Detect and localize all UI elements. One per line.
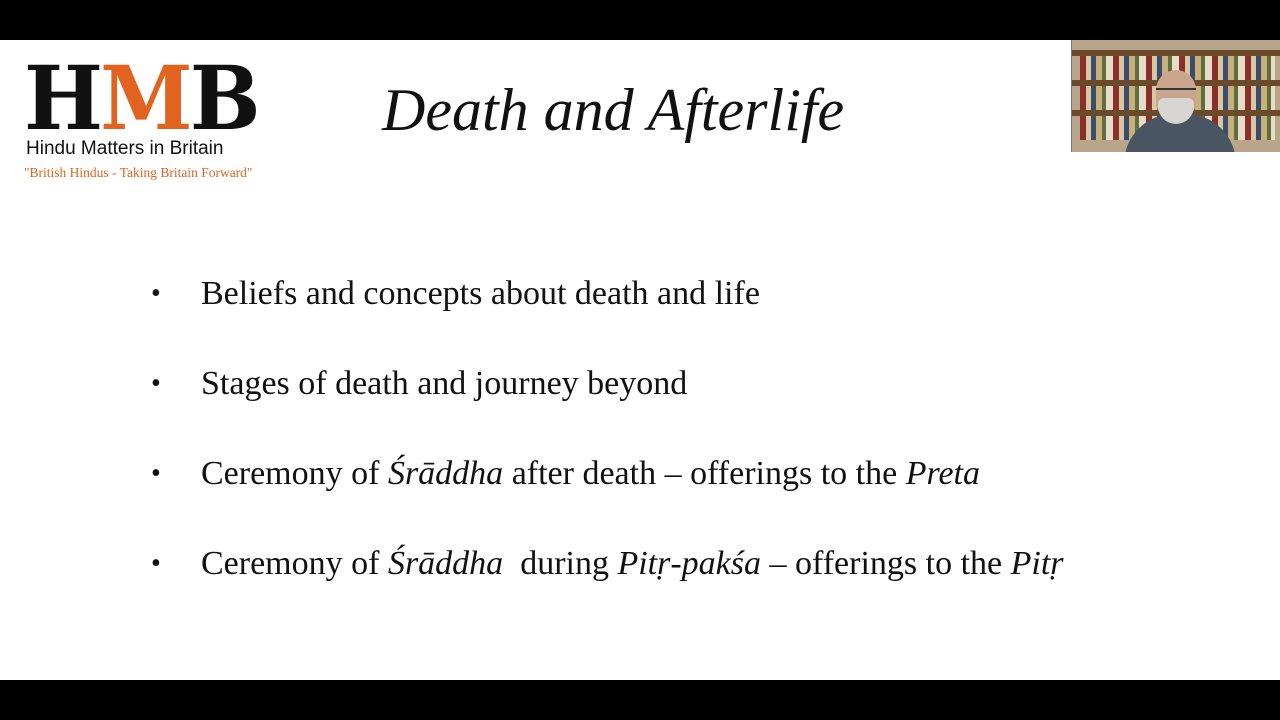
letterbox-top: [0, 0, 1280, 40]
logo-letter-b: B: [189, 46, 258, 150]
logo-letter-h: H: [24, 46, 101, 150]
bullet-text: Ceremony of: [201, 455, 388, 492]
presentation-slide: [0, 40, 1280, 680]
bullet-text: Ceremony of: [201, 545, 388, 582]
bullet-item: [150, 544, 1121, 584]
bullet-term-pitr: Pitṛ: [1010, 545, 1064, 582]
bullet-text: – offerings to the: [761, 545, 1011, 582]
bullet-text: after death – offerings to the: [503, 455, 906, 492]
letterbox-bottom: [0, 680, 1280, 720]
bullet-item: [150, 364, 1121, 404]
presenter-webcam[interactable]: [1071, 40, 1280, 152]
slide-title: Death and Afterlife: [382, 77, 845, 143]
bullet-term-sraddha: Śrāddha: [387, 545, 504, 582]
logo-letter-m: M: [100, 46, 190, 150]
bullet-term-preta: Preta: [905, 455, 980, 492]
logo-tagline: "British Hindus - Taking Britain Forward": [24, 165, 253, 180]
bullet-list: [150, 274, 1121, 634]
hmb-logo: [24, 46, 274, 188]
bullet-text: Stages of death and journey beyond: [201, 365, 688, 402]
bullet-text: during: [503, 545, 618, 582]
bullet-text: Beliefs and concepts about death and life: [201, 275, 760, 312]
glasses-icon: [1156, 88, 1196, 96]
logo-organization-name: Hindu Matters in Britain: [26, 138, 224, 159]
bullet-term-pitr-paksa: Pitṛ-pakśa: [617, 545, 762, 582]
bullet-item: [150, 274, 1121, 314]
bullet-item: [150, 454, 1121, 494]
bullet-term-sraddha: Śrāddha: [387, 455, 504, 492]
